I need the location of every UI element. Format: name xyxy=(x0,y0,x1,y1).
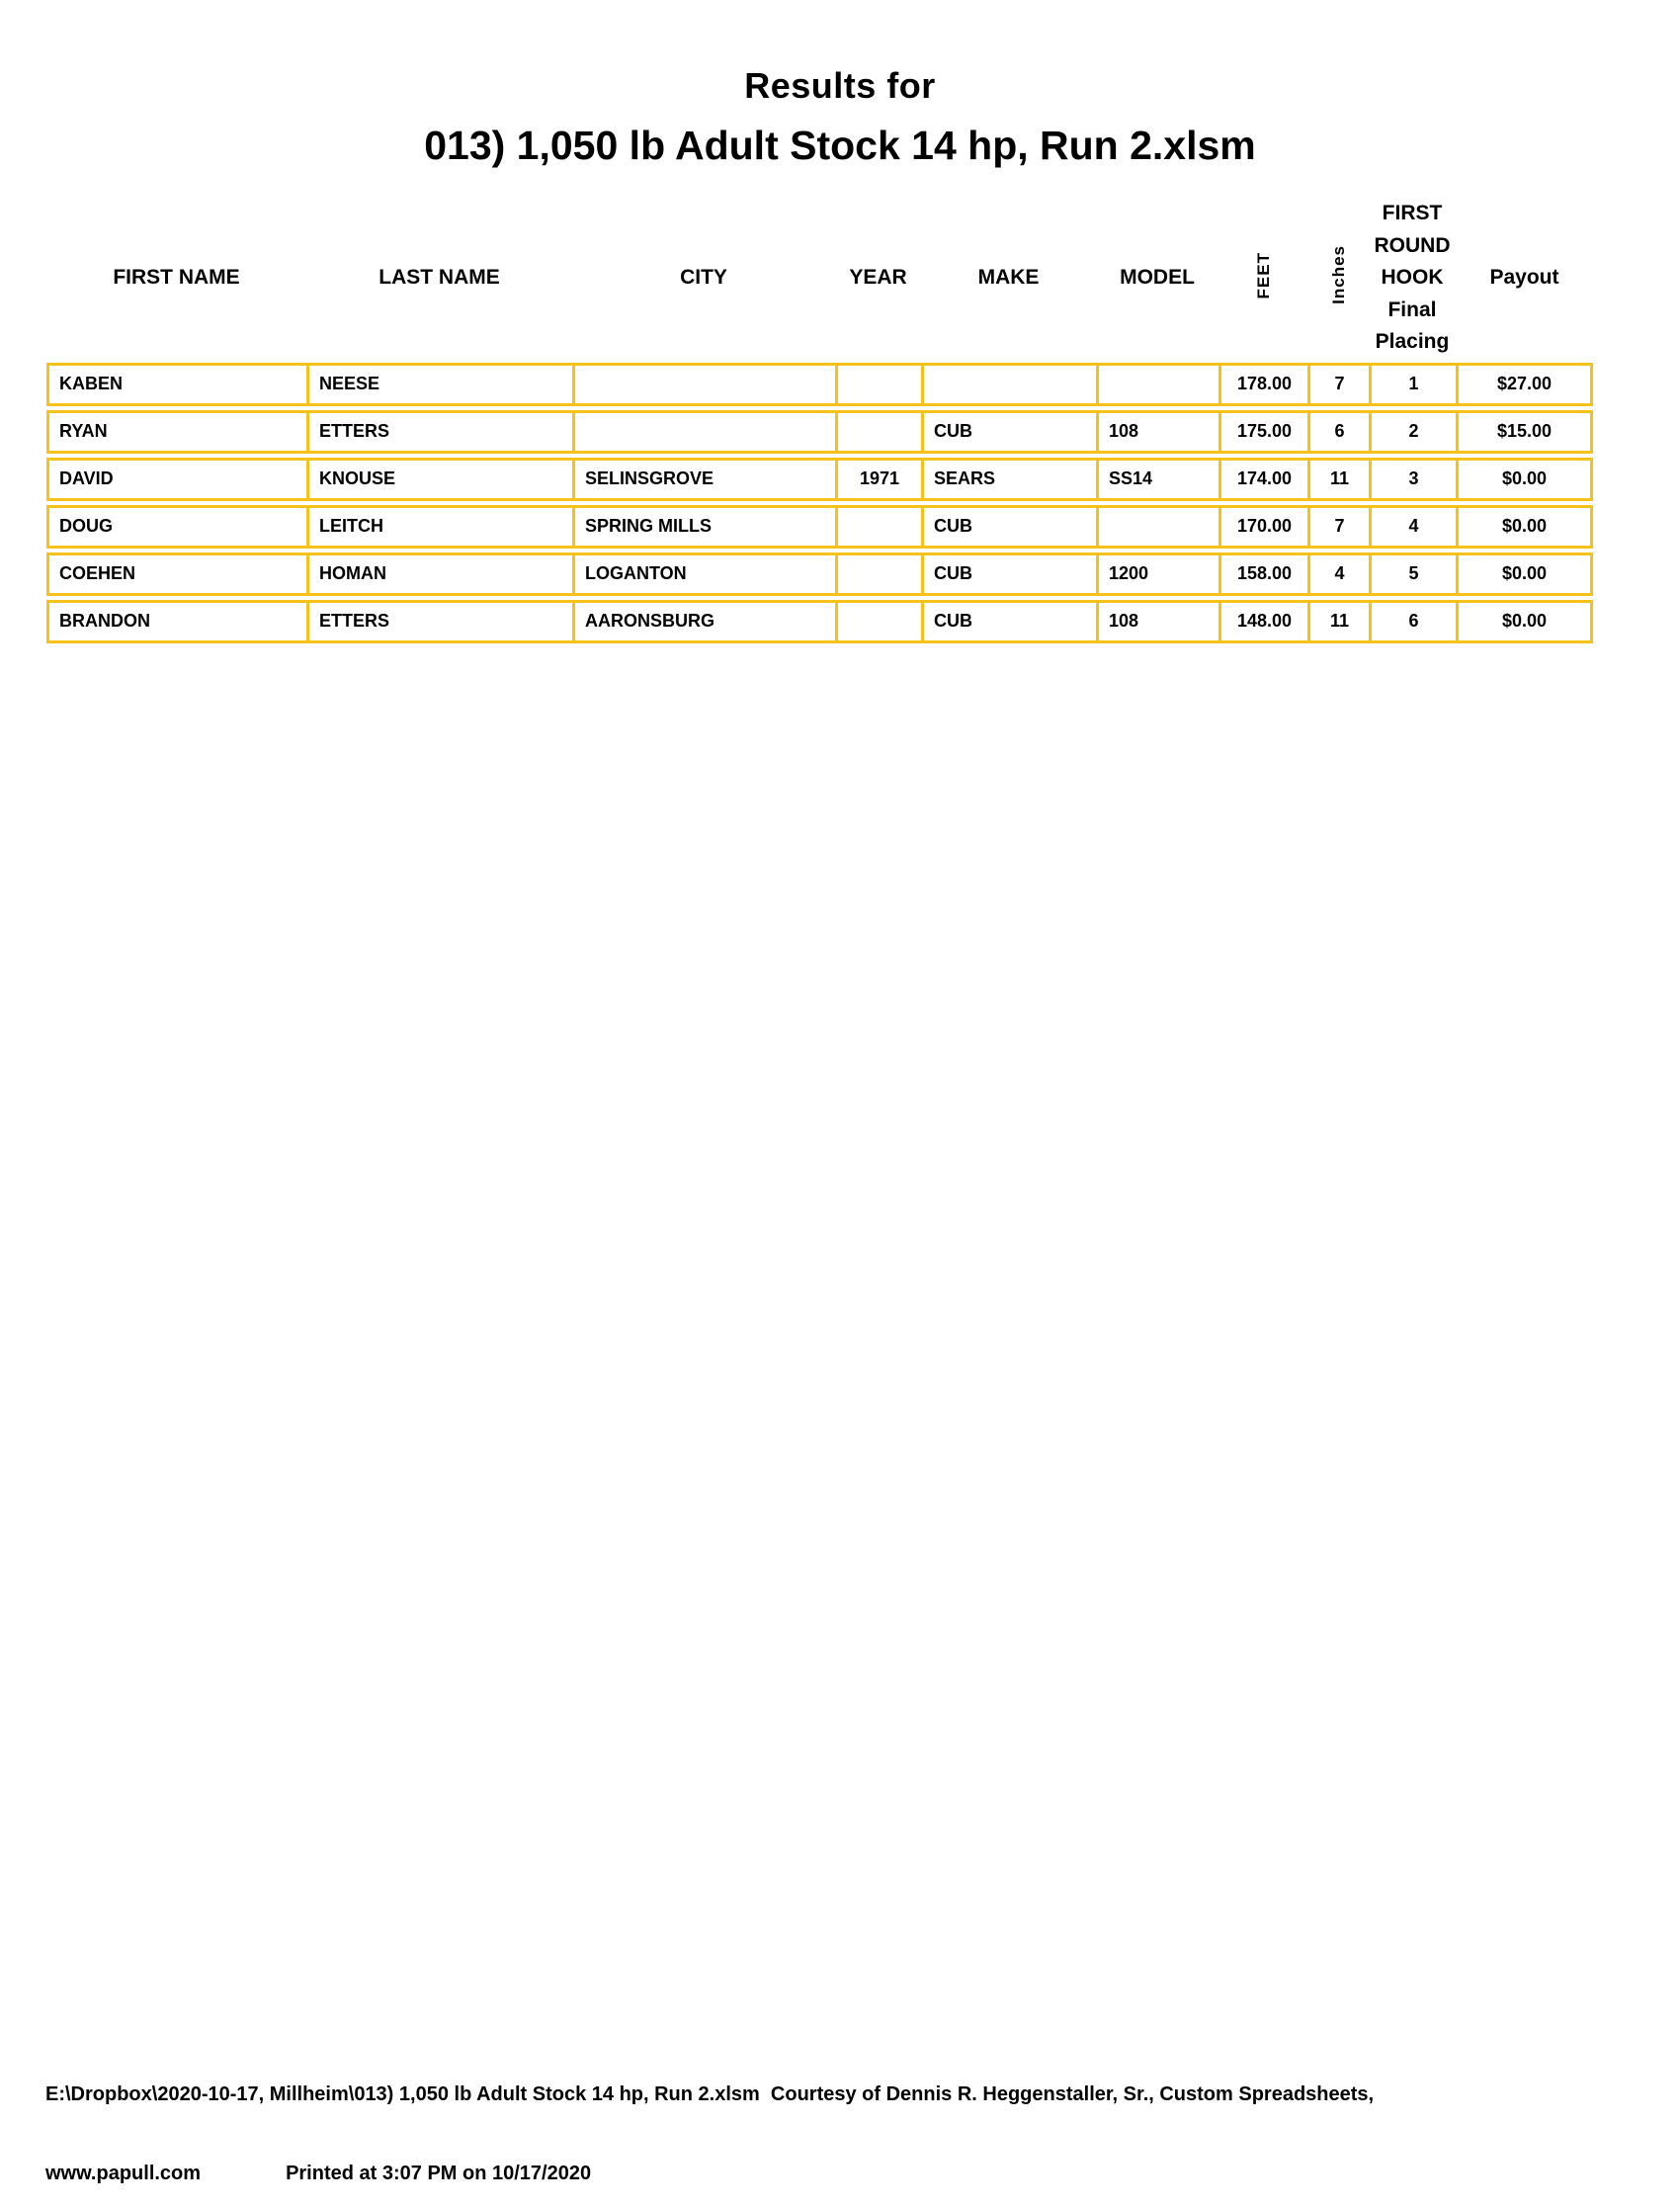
cell-last-name: ETTERS xyxy=(306,600,572,643)
cell-make: SEARS xyxy=(921,458,1096,501)
report-title-line1: Results for xyxy=(744,65,936,106)
cell-inches: 11 xyxy=(1307,600,1369,643)
header-row xyxy=(46,198,1593,359)
hook-header-line2: HOOK xyxy=(1381,266,1444,290)
table-row xyxy=(46,458,1593,501)
hook-header-line1: FIRST ROUND xyxy=(1374,202,1451,257)
col-header-feet xyxy=(1218,198,1307,359)
table-row xyxy=(46,410,1593,454)
cell-year: 1971 xyxy=(835,458,921,501)
cell-city: SPRING MILLS xyxy=(572,505,835,549)
col-header-year: YEAR xyxy=(849,266,907,290)
cell-last-name: LEITCH xyxy=(306,505,572,549)
cell-payout: $15.00 xyxy=(1456,410,1593,454)
footer-website: www.papull.com xyxy=(45,2163,202,2184)
table-row xyxy=(46,600,1593,643)
cell-first-name: COEHEN xyxy=(46,552,306,596)
col-header-make: MAKE xyxy=(977,266,1040,290)
cell-first-name: DAVID xyxy=(46,458,306,501)
results-table-container xyxy=(46,194,1593,647)
cell-placing: 4 xyxy=(1369,505,1456,549)
table-row xyxy=(46,505,1593,549)
cell-feet: 175.00 xyxy=(1218,410,1307,454)
table-row xyxy=(46,363,1593,406)
cell-model: 1200 xyxy=(1096,552,1218,596)
cell-last-name: NEESE xyxy=(306,363,572,406)
cell-payout: $0.00 xyxy=(1456,600,1593,643)
results-table xyxy=(46,194,1593,647)
cell-feet: 170.00 xyxy=(1218,505,1307,549)
cell-payout: $0.00 xyxy=(1456,458,1593,501)
cell-payout: $0.00 xyxy=(1456,505,1593,549)
col-header-model: MODEL xyxy=(1120,266,1195,290)
cell-inches: 4 xyxy=(1307,552,1369,596)
cell-last-name: HOMAN xyxy=(306,552,572,596)
footer-printed-timestamp: Printed at 3:07 PM on 10/17/2020 xyxy=(286,2163,592,2184)
inches-vertical-label: Inches xyxy=(1328,245,1348,305)
cell-make: CUB xyxy=(921,505,1096,549)
cell-payout: $0.00 xyxy=(1456,552,1593,596)
cell-placing: 1 xyxy=(1369,363,1456,406)
cell-payout: $27.00 xyxy=(1456,363,1593,406)
col-header-final-placing xyxy=(1369,198,1456,359)
feet-vertical-label: FEET xyxy=(1253,251,1273,299)
cell-last-name: ETTERS xyxy=(306,410,572,454)
cell-year xyxy=(835,410,921,454)
col-header-inches xyxy=(1307,198,1369,359)
cell-model: SS14 xyxy=(1096,458,1218,501)
cell-model xyxy=(1096,505,1218,549)
cell-year xyxy=(835,600,921,643)
cell-model: 108 xyxy=(1096,410,1218,454)
cell-first-name: RYAN xyxy=(46,410,306,454)
cell-inches: 6 xyxy=(1307,410,1369,454)
table-row xyxy=(46,552,1593,596)
report-footer xyxy=(45,2038,1374,2208)
col-header-last-name: LAST NAME xyxy=(378,266,500,290)
cell-feet: 158.00 xyxy=(1218,552,1307,596)
cell-year xyxy=(835,363,921,406)
cell-feet: 178.00 xyxy=(1218,363,1307,406)
cell-city xyxy=(572,363,835,406)
cell-inches: 11 xyxy=(1307,458,1369,501)
cell-last-name: KNOUSE xyxy=(306,458,572,501)
cell-make xyxy=(921,363,1096,406)
cell-placing: 2 xyxy=(1369,410,1456,454)
report-title-line2: 013) 1,050 lb Adult Stock 14 hp, Run 2.xlsm xyxy=(424,123,1256,168)
cell-year xyxy=(835,552,921,596)
cell-make: CUB xyxy=(921,552,1096,596)
cell-placing: 3 xyxy=(1369,458,1456,501)
cell-feet: 148.00 xyxy=(1218,600,1307,643)
hook-header-line3: Final Placing xyxy=(1375,297,1450,354)
cell-first-name: KABEN xyxy=(46,363,306,406)
cell-city xyxy=(572,410,835,454)
cell-model xyxy=(1096,363,1218,406)
cell-make: CUB xyxy=(921,410,1096,454)
cell-city: SELINSGROVE xyxy=(572,458,835,501)
cell-city: LOGANTON xyxy=(572,552,835,596)
cell-placing: 6 xyxy=(1369,600,1456,643)
cell-first-name: DOUG xyxy=(46,505,306,549)
col-header-payout: Payout xyxy=(1489,266,1559,290)
cell-placing: 5 xyxy=(1369,552,1456,596)
cell-inches: 7 xyxy=(1307,363,1369,406)
cell-feet: 174.00 xyxy=(1218,458,1307,501)
col-header-first-name: FIRST NAME xyxy=(113,266,240,290)
cell-city: AARONSBURG xyxy=(572,600,835,643)
cell-model: 108 xyxy=(1096,600,1218,643)
cell-make: CUB xyxy=(921,600,1096,643)
cell-year xyxy=(835,505,921,549)
cell-inches: 7 xyxy=(1307,505,1369,549)
cell-first-name: BRANDON xyxy=(46,600,306,643)
col-header-city: CITY xyxy=(680,266,727,290)
footer-file-path: E:\Dropbox\2020-10-17, Millheim\013) 1,050 lb Adult Stock 14 hp, Run 2.xlsm Courtesy of Dennis R. Heggenstaller, Sr., Custom Spreadsheets, xyxy=(45,2083,1375,2105)
